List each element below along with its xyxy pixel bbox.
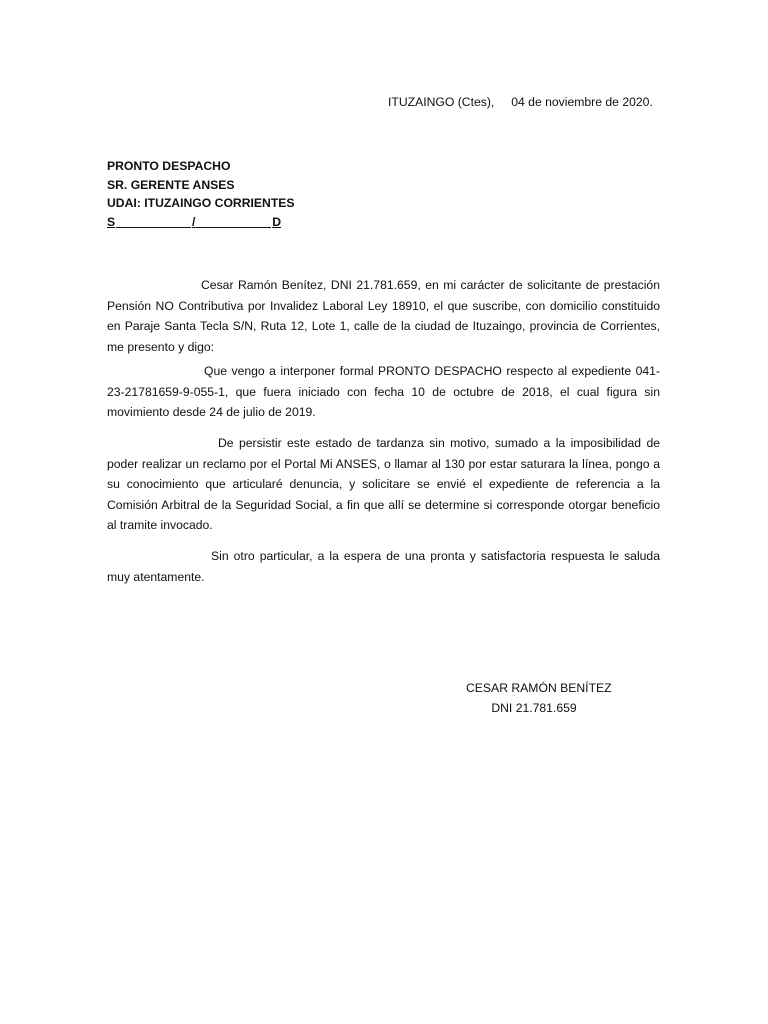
body-paragraph-1: Cesar Ramón Benítez, DNI 21.781.659, en mi carácter de solicitante de prestación Pensión NO Contributiva por Invalidez Laboral Ley 18910, el que suscribe, con domicilio constituido en Paraje Santa Tecla S/N, Ruta 12, Lote 1, calle de la ciudad de Ituzaingo, provincia de Corrientes, me presento y digo: (107, 278, 660, 354)
date-line: ITUZAINGO (Ctes), 04 de noviembre de 2020. (388, 95, 653, 109)
body-paragraph-2: Que vengo a interponer formal PRONTO DESPACHO respecto al expediente 041-23-21781659-9-055-1, que fuera iniciado con fecha 10 de octubre de 2018, el cual figura sin movimiento desde 24 de julio de 2019. (107, 364, 660, 419)
signature-name: CESAR RAMÓN BENÍTEZ (466, 681, 612, 695)
sd-closing-line (107, 213, 281, 232)
sd-right: D (272, 214, 281, 229)
body-paragraph-3: De persistir este estado de tardanza sin motivo, sumado a la imposibilidad de poder realizar un reclamo por el Portal Mi ANSES, o llamar al 130 por estar saturara la línea, pongo a su conocimiento que articularé denuncia, y solicitare se envié el expediente de referencia a la Comisión Arbitral de la Seguridad Social, a fin que allí se determine si corresponde otorgar beneficio al tramite invocado. (107, 436, 660, 532)
sd-mid: / (191, 214, 196, 229)
addressee-line-1: PRONTO DESPACHO (107, 159, 231, 173)
sd-left: S (107, 214, 116, 229)
signature-dni: DNI 21.781.659 (491, 700, 577, 715)
sd-underline-left (116, 213, 191, 228)
addressee-block (107, 157, 295, 231)
addressee-line-3: UDAI: ITUZAINGO CORRIENTES (107, 196, 295, 210)
body-paragraph-4: Sin otro particular, a la espera de una pronta y satisfactoria respuesta le saluda muy atentamente. (107, 549, 660, 584)
addressee-line-2: SR. GERENTE ANSES (107, 177, 235, 192)
signature-block (466, 679, 612, 718)
sd-underline-right (196, 213, 271, 228)
